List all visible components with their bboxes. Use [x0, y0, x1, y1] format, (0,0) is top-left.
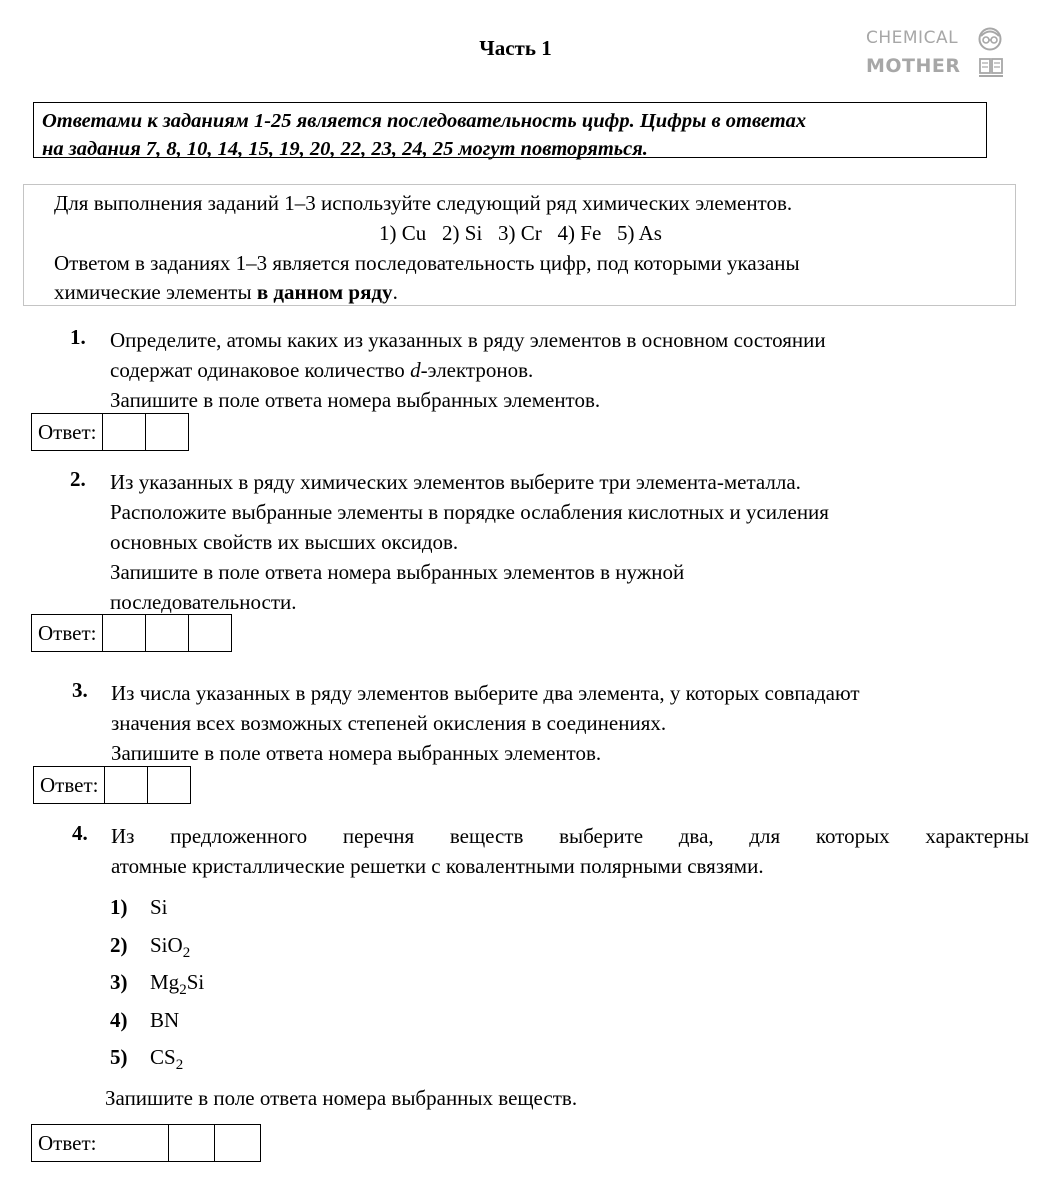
option-5[interactable] [110, 1045, 183, 1074]
task-1-line-2-end: -электронов. [420, 358, 534, 382]
answer-cell[interactable] [146, 615, 189, 651]
task-4-number: 4. [72, 821, 88, 845]
task-2-number: 2. [70, 467, 86, 491]
note-text-bold: в данном ряду [256, 280, 393, 304]
option-2[interactable] [110, 933, 190, 962]
instructions-line-2: на задания 7, 8, 10, 14, 15, 19, 20, 22, 23, 24, 25 могут повторяться. [42, 138, 648, 160]
answer-cell[interactable] [169, 1125, 215, 1161]
answer-label: Ответ: [32, 1125, 169, 1161]
task-2-line-4: Запишите в поле ответа номера выбранных элементов в нужной [110, 560, 685, 584]
task-1-line-3: Запишите в поле ответа номера выбранных элементов. [110, 388, 601, 412]
option-number: 2) [110, 933, 128, 957]
chemical-mother-logo [866, 26, 1006, 82]
elements-answer-note-line2 [54, 277, 398, 307]
option-number: 3) [110, 970, 128, 994]
task-2-line-2: Расположите выбранные элементы в порядке ослабления кислотных и усиления [110, 500, 829, 524]
task-1-number: 1. [70, 325, 86, 349]
instructions-line-1: Ответами к заданиям 1-25 является последовательность цифр. Цифры в ответах [42, 110, 807, 132]
note-text-start: химические элементы [54, 280, 257, 304]
task-4-line-1: Из предложенного перечня веществ выберите два, для которых характерны [111, 824, 1029, 848]
task-1-answer-field [31, 413, 189, 451]
task-1-line-1: Определите, атомы каких из указанных в ряду элементов в основном состоянии [110, 328, 826, 352]
option-formula-subscript: 2 [182, 945, 191, 962]
elements-intro-line: Для выполнения заданий 1–3 используйте следующий ряд химических элементов. [54, 191, 793, 215]
answer-cell[interactable] [146, 414, 188, 450]
task-3-line-3: Запишите в поле ответа номера выбранных элементов. [111, 741, 602, 765]
task-1-line-2 [110, 355, 826, 385]
option-number: 4) [110, 1008, 128, 1032]
option-formula: SiO [150, 933, 183, 957]
task-3-number: 3. [72, 678, 88, 702]
task-2-line-5: последовательности. [110, 590, 297, 614]
task-1-line-2-start: содержат одинаковое количество [110, 358, 411, 382]
option-number: 1) [110, 895, 128, 919]
task-3-text [111, 678, 860, 768]
answer-cell[interactable] [148, 767, 190, 803]
elements-series-box [23, 184, 1016, 306]
note-text-end: . [392, 280, 398, 304]
open-book-icon [978, 56, 1004, 78]
option-number: 5) [110, 1045, 128, 1069]
elements-series: 1) Cu 2) Si 3) Cr 4) Fe 5) As [379, 221, 662, 245]
task-2-answer-field [31, 614, 232, 652]
face-with-glasses-icon [978, 26, 1002, 52]
option-formula: Mg [150, 970, 180, 994]
answer-label: Ответ: [32, 615, 103, 651]
logo-text-line1: CHEMICAL [866, 28, 959, 48]
answer-cell[interactable] [215, 1125, 260, 1161]
answer-label: Ответ: [32, 414, 103, 450]
option-formula: BN [150, 1008, 180, 1032]
answer-label: Ответ: [34, 767, 105, 803]
answer-cell[interactable] [103, 615, 146, 651]
option-formula-tail: Si [186, 970, 205, 994]
task-1-line-2-italic: d [410, 358, 421, 382]
option-1[interactable] [110, 895, 168, 920]
task-4-text [111, 821, 1029, 881]
elements-answer-note-line1: Ответом в заданиях 1–3 является последовательность цифр, под которыми указаны [54, 251, 800, 275]
task-4-answer-field [31, 1124, 261, 1162]
task-2-line-3: основных свойств их высших оксидов. [110, 530, 459, 554]
task-2-text [110, 467, 829, 617]
option-3[interactable] [110, 970, 204, 999]
option-formula: Si [150, 895, 168, 919]
task-4-line-2: атомные кристаллические решетки с ковалентными полярными связями. [111, 854, 764, 878]
task-1-text [110, 325, 826, 415]
page-title: Часть 1 [479, 36, 552, 60]
option-formula: CS [150, 1045, 176, 1069]
option-4[interactable] [110, 1008, 179, 1033]
answer-cell[interactable] [103, 414, 146, 450]
answer-cell[interactable] [105, 767, 148, 803]
option-formula-subscript: 2 [175, 1057, 184, 1074]
instructions-box [33, 102, 987, 158]
task-3-answer-field [33, 766, 191, 804]
task-3-line-1: Из числа указанных в ряду элементов выберите два элемента, у которых совпадают [111, 681, 860, 705]
option-formula-subscript: 2 [179, 982, 187, 999]
logo-text-line2: MOTHER [866, 55, 961, 77]
task-3-line-2: значения всех возможных степеней окисления в соединениях. [111, 711, 667, 735]
answer-cell[interactable] [189, 615, 231, 651]
task-2-line-1: Из указанных в ряду химических элементов выберите три элемента-металла. [110, 470, 801, 494]
task-4-footer: Запишите в поле ответа номера выбранных веществ. [105, 1086, 578, 1110]
